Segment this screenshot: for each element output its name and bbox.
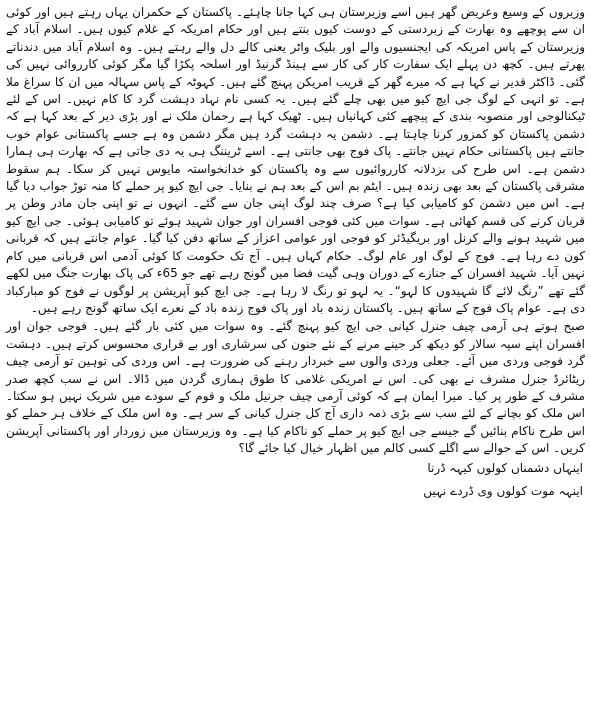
verse-line-2: اینہہ موت کولوں وی ڈردے نہیں: [423, 483, 583, 498]
verse-line-1: اینہاں دشمناں کولوں کیہہ ڈرنا: [427, 460, 583, 475]
article-body: [6, 4, 585, 715]
paragraph-2: صبح ہوتے ہی آرمی چیف جنرل کیانی جی ایچ کیو پہنچ گئے۔ وہ سوات میں کئی بار گئے ہیں۔ فوجی جوان اور افسران اپنے سپہ سالار کو دیکھ کر جینے مرنے کے نئے جنون کی سرشاری اور بے قراری محسوس کرتے ہیں۔ دہشت گرد فوجی وردی میں آئے۔ جعلی وردی والوں سے خبردار رہنے کی ضرورت ہے۔ اس وردی کی توہین تو آرمی چیف ریٹائرڈ جنرل مشرف نے بھی کی۔ اس نے امریکی غلامی کا طوق ہماری گردن میں ڈالا۔ اس نے سب کچھ صدر مشرف کے طور پر کیا۔ میرا ایمان ہے کہ کوئی آرمی چیف جرنیل ملک و قوم کے سودے میں شریک نہیں ہو سکتا۔ اس ملک کو بچانے کے لئے سب سے بڑی ذمہ داری آج کل جنرل کیانی کے سر ہے۔ وہ اس ملک کے خلاف ہر حملے کو اس طرح ناکام بنائیں گے جیسے جی ایچ کیو پر حملے کو ناکام کیا ہے۔ وہ وزیرستان میں زوردار اور پاکستانی آپریشن کریں۔ اس کے حوالے سے اگلے کسی کالم میں اظہار خیال کیا جائے گا؟: [6, 319, 585, 456]
closing-verse: [6, 460, 585, 501]
paragraph-1: وزیروں کے وسیع وعریض گھر ہیں اسے وزیرستان ہی کہا جانا چاہئے۔ پاکستان کے حکمران یہاں رہتے ہیں اور کوئی ان سے پوچھے وہ بھارت کے زبردستی کے دوست کیوں بنتے ہیں اور حکام امریکہ کے غلام کیوں ہیں۔ اسلام آباد کے وزیرستان کے پاس امریکہ کی ایجنسیوں والے اور بلیک واٹر یعنی کالے دل والے رہتے ہیں۔ وہ اسلام آباد میں دندناتے پھرتے ہیں۔ کچھ دن پہلے ایک سفارت کار کی کار سے ہینڈ گرنیڈ اور اسلحہ پکڑا گیا مگر کوئی کارروائی نہیں کی گئی۔ ڈاکٹر قدیر نے کہا ہے کہ میرے گھر کے قریب امریکن پہنچ گئے ہیں۔ کہوٹہ کے پاس سہالہ میں ان کا سراغ ملا ہے۔ تو انہی کے لوگ جی ایچ کیو میں بھی چلے گئے ہیں۔ یہ کسی نام نہاد دہشت گرد کا کام نہیں۔ اس کے لئے ٹیکنالوجی اور منصوبہ بندی کے پیچھے کئی کہانیاں ہیں۔ ٹھیک کہا ہے رحمان ملک نے اور بڑی دیر کے بعد کہا ہے کہ دشمن پاکستان کو کمزور کرنا چاہتا ہے۔ دشمن یہ دہشت گرد ہیں مگر دشمن وہ ہے جسے پاکستانی عوام خوب جانتے ہیں پاکستانی حکام نہیں جانتے۔ پاک فوج بھی جانتی ہے۔ اسے ٹریننگ ہی یہ دی جاتی ہے کہ بھارت ہی ہمارا دشمن ہے۔ اس طرح کی بزدلانہ کارروائیوں سے وہ پاکستان کو خدانخواستہ مایوس نہیں کر سکا۔ ہم سقوط مشرقی پاکستان کے بعد بھی زندہ ہیں۔ ایٹم بم اس کے بعد ہم نے بنایا۔ جی ایچ کیو پر حملے کا منہ توڑ جواب دیا گیا ہے۔ اس میں دشمن کو کامیابی کیا ہے؟ صرف چند لوگ اپنی جان سے گئے۔ انہوں نے تو اپنی جان مادر وطن پر قربان کرنے کی قسم کھائی ہے۔ سوات میں کئی فوجی افسران اور جوان شہید ہوئے تو کامیابی ہوئی۔ جی ایچ کیو میں شہید ہونے والے کرنل اور بریگیڈئر کو فوجی اور عوامی اعزاز کے ساتھ دفن کیا گیا۔ عوام جانتے ہیں کہ قربانی کون دے رہا ہے۔ فوج کے لوگ اور عام لوگ۔ حکام کہاں ہیں۔ آج تک حکومت کا کوئی آدمی اس قربانی میں کام نہیں آیا۔ شہید افسران کے جنازے کے دوران وہی گیت فضا میں گونج رہے تھے جو 65ء کی پاک بھارت جنگ میں لکھے گئے تھے ”رنگ لائے گا شہیدوں کا لہو“۔ یہ لہو تو رنگ لا رہا ہے۔ جی ایچ کیو آپریشن پر لوگوں نے فوج کو مبارکباد دی ہے۔ عوام پاک فوج کے ساتھ ہیں۔ پاکستان زندہ باد اور پاک فوج زندہ باد کے نعرے ایک ساتھ گونج رہے ہیں۔: [6, 5, 585, 315]
